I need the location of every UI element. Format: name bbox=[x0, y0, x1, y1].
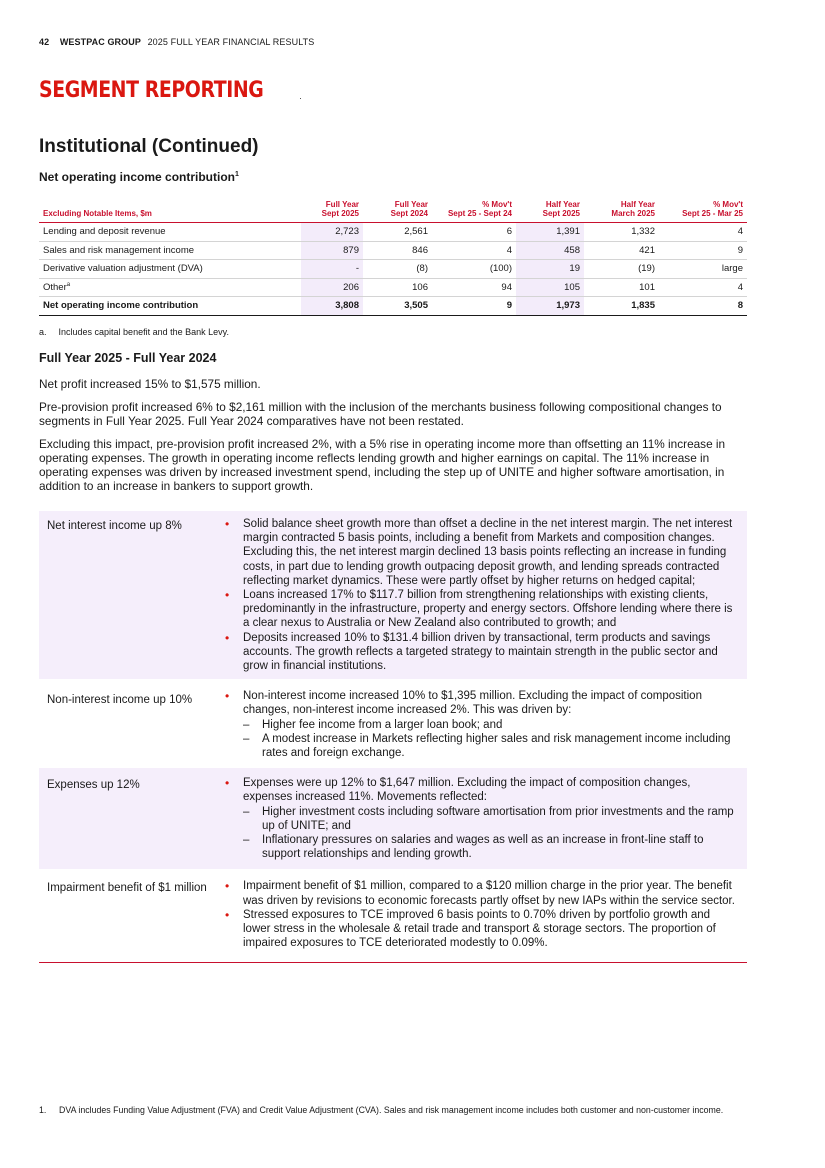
table-cell: 106 bbox=[363, 278, 432, 297]
bullet-item: • Stressed exposures to TCE improved 6 basis points to 0.70% driven by portfolio growth and lower stress in the wholesale & retail trade and transport & storage sectors. The proportion of impaired exposures to TCE deteriorated modestly to 0.09%. bbox=[225, 908, 739, 951]
table-cell: 6 bbox=[432, 223, 516, 242]
sub-bullet-item: – Higher fee income from a larger loan book; and bbox=[225, 718, 739, 732]
footnote-superscript: a bbox=[66, 281, 71, 288]
row-label: Derivative valuation adjustment (DVA) bbox=[39, 260, 301, 279]
page-subtitle: Institutional (Continued) bbox=[39, 136, 259, 157]
section-title: SEGMENT REPORTING bbox=[39, 78, 264, 103]
table-cell: 94 bbox=[432, 278, 516, 297]
commentary-table bbox=[39, 511, 747, 963]
row-label: Other$^a$ bbox=[39, 278, 301, 297]
table-row bbox=[39, 260, 747, 279]
footnote-text: Includes capital benefit and the Bank Levy. bbox=[58, 327, 229, 337]
table-header-row bbox=[39, 200, 747, 223]
footnote-mark: a. bbox=[39, 327, 47, 337]
table-cell: 206 bbox=[301, 278, 363, 297]
table-cell: 4 bbox=[659, 223, 747, 242]
column-header: % Mov't Sept 25 - Mar 25 bbox=[659, 200, 747, 223]
table-cell: 1,973 bbox=[516, 297, 584, 316]
commentary-heading: Non-interest income up 10% bbox=[47, 694, 193, 707]
brand-name: WESTPAC GROUP bbox=[59, 37, 141, 47]
table-cell: 2,723 bbox=[301, 223, 363, 242]
sub-bullet-item: – A modest increase in Markets reflecting higher sales and risk management income including rates and foreign exchange. bbox=[225, 732, 739, 760]
commentary-heading: Expenses up 12% bbox=[47, 779, 140, 792]
footnote-mark: 1. bbox=[39, 1105, 47, 1115]
report-title: 2025 FULL YEAR FINANCIAL RESULTS bbox=[147, 37, 315, 47]
bullet-item: • Loans increased 17% to $117.7 billion from strengthening relationships with existing clients, predominantly in the infrastructure, property and energy sectors. Offshore lending where there is a clear nexus to Australia or New Zealand also contributed to growth; and bbox=[225, 588, 739, 631]
page-footnote bbox=[39, 1105, 749, 1116]
table-cell: (19) bbox=[584, 260, 659, 279]
total-row bbox=[39, 297, 747, 316]
commentary-body bbox=[225, 679, 747, 768]
row-label: Lending and deposit revenue bbox=[39, 223, 301, 242]
table-cell: 1,835 bbox=[584, 297, 659, 316]
table-cell: 19 bbox=[516, 260, 584, 279]
table-cell: 2,561 bbox=[363, 223, 432, 242]
table-cell: 846 bbox=[363, 241, 432, 260]
income-table bbox=[39, 200, 747, 316]
column-header: Full Year Sept 2025 bbox=[301, 200, 363, 223]
table-cell: 8 bbox=[659, 297, 747, 316]
commentary-row bbox=[39, 511, 747, 679]
table-cell: (8) bbox=[363, 260, 432, 279]
table-cell: large bbox=[659, 260, 747, 279]
commentary-row bbox=[39, 768, 747, 869]
bullet-item: • Solid balance sheet growth more than offset a decline in the net interest margin. The net interest margin contracted 5 basis points, including a benefit from Markets and composition changes. Excluding this, the net interest margin declined 13 basis points reflecting an increase in funding costs, in part due to lending growth outpacing deposit growth, and lending spreads contracted reflecting market dynamics. These were partly offset by higher returns on hedged capital; bbox=[225, 517, 739, 588]
bullet-item: • Impairment benefit of $1 million, compared to a $120 million charge in the prior year. The benefit was driven by revisions to economic forecasts partly offset by new IAPs within the service sector. bbox=[225, 879, 739, 907]
sub-bullet-item: – Higher investment costs including software amortisation from prior investments and the ramp up of UNITE; and bbox=[225, 805, 739, 833]
column-header: Half Year March 2025 bbox=[584, 200, 659, 223]
table-cell: 4 bbox=[432, 241, 516, 260]
column-header: % Mov't Sept 25 - Sept 24 bbox=[432, 200, 516, 223]
page-header bbox=[39, 37, 314, 47]
bullet-item: • Non-interest income increased 10% to $1,395 million. Excluding the impact of composition changes, non-interest income increased 2%. This was driven by: bbox=[225, 689, 739, 717]
paragraph: Pre-provision profit increased 6% to $2,161 million with the inclusion of the merchants business following compositional changes to segments in Full Year 2025. Full Year 2024 comparatives have not been restated. bbox=[39, 400, 722, 428]
commentary-heading: Impairment benefit of $1 million bbox=[47, 882, 207, 895]
table-cell: 879 bbox=[301, 241, 363, 260]
row-label: Sales and risk management income bbox=[39, 241, 301, 260]
page-number: 42 bbox=[39, 37, 50, 47]
dot-mark bbox=[300, 98, 301, 99]
table-cell: 3,808 bbox=[301, 297, 363, 316]
column-header: Excluding Notable Items, $m bbox=[39, 200, 301, 223]
table-cell: 9 bbox=[659, 241, 747, 260]
table-cell: 9 bbox=[432, 297, 516, 316]
table-row bbox=[39, 278, 747, 297]
commentary-body bbox=[225, 768, 747, 869]
footnote-text: DVA includes Funding Value Adjustment (FVA) and Credit Value Adjustment (CVA). Sales and risk management income includes both customer and non-customer income. bbox=[59, 1105, 724, 1115]
table-title bbox=[39, 170, 239, 184]
table-title-footnote-mark: 1 bbox=[235, 171, 239, 178]
table-cell: 101 bbox=[584, 278, 659, 297]
commentary-heading: Net interest income up 8% bbox=[47, 520, 182, 532]
table-title-text: Net operating income contribution bbox=[39, 170, 236, 184]
table-cell: 1,332 bbox=[584, 223, 659, 242]
table-cell: 105 bbox=[516, 278, 584, 297]
commentary-row bbox=[39, 679, 747, 768]
table-cell: 458 bbox=[516, 241, 584, 260]
table-cell: - bbox=[301, 260, 363, 279]
paragraph: Excluding this impact, pre-provision profit increased 2%, with a 5% rise in operating income more than offsetting an 11% increase in operating expenses. The growth in operating income reflects lending growth and higher earnings on capital. The 11% increase in operating expenses was driven by increased investment spend, including the step up of UNITE and higher software amortisation, in addition to an increase in bankers to support growth. bbox=[39, 437, 726, 493]
table-cell: (100) bbox=[432, 260, 516, 279]
table-cell: 421 bbox=[584, 241, 659, 260]
comparison-heading: Full Year 2025 - Full Year 2024 bbox=[39, 351, 217, 365]
row-label: Net operating income contribution bbox=[39, 297, 301, 316]
table-footnote bbox=[39, 327, 229, 337]
table-row bbox=[39, 241, 747, 260]
column-header: Full Year Sept 2024 bbox=[363, 200, 432, 223]
table-cell: 4 bbox=[659, 278, 747, 297]
commentary-body bbox=[225, 511, 747, 679]
commentary-bottom-rule bbox=[39, 962, 747, 963]
commentary-body bbox=[225, 869, 747, 956]
column-header: Half Year Sept 2025 bbox=[516, 200, 584, 223]
sub-bullet-item: – Inflationary pressures on salaries and wages as well as an increase in front-line staff to support relationships and lending growth. bbox=[225, 833, 739, 861]
table-cell: 1,391 bbox=[516, 223, 584, 242]
table-row bbox=[39, 223, 747, 242]
table-cell: 3,505 bbox=[363, 297, 432, 316]
commentary-row bbox=[39, 869, 747, 956]
paragraph: Net profit increased 15% to $1,575 million. bbox=[39, 377, 261, 391]
bullet-item: • Expenses were up 12% to $1,647 million. Excluding the impact of composition changes, expenses increased 11%. Movements reflected: bbox=[225, 776, 739, 804]
bullet-item: • Deposits increased 10% to $131.4 billion driven by transactional, term products and savings accounts. The growth reflects a targeted strategy to maintain strength in the public sector and grow in financial institutions. bbox=[225, 631, 739, 674]
